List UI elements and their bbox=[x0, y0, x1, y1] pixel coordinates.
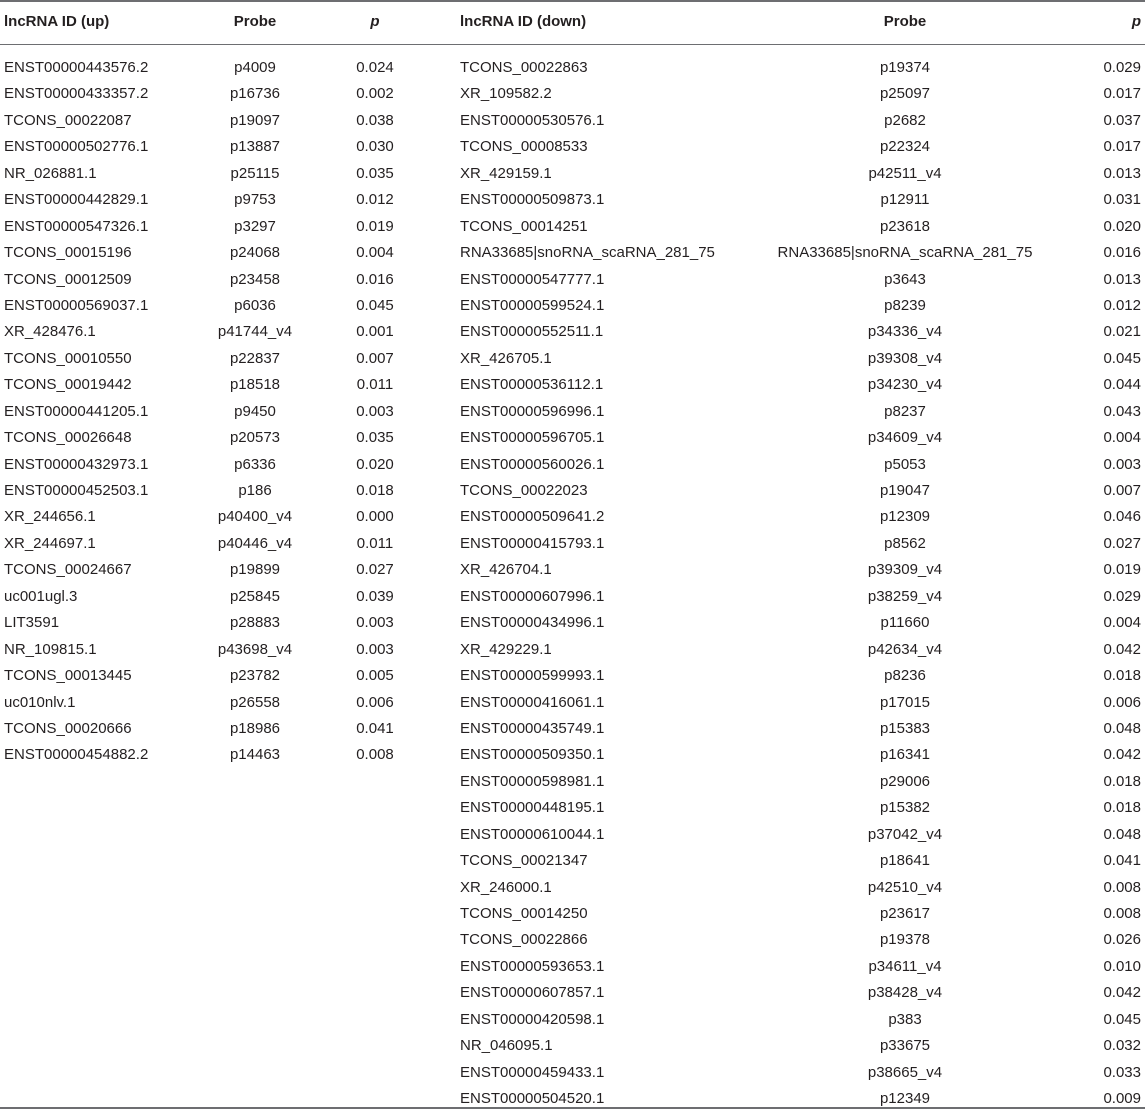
cell-probe-down: p23618 bbox=[879, 217, 931, 235]
cell-probe-up: p9753 bbox=[234, 191, 276, 209]
cell-lncrna-id-down: XR_426704.1 bbox=[460, 561, 552, 579]
cell-p-up: 0.003 bbox=[356, 614, 394, 632]
cell-p-down: 0.021 bbox=[1103, 323, 1141, 341]
cell-p-down: 0.029 bbox=[1103, 59, 1141, 76]
cell-probe-down: p37042_v4 bbox=[867, 825, 943, 843]
header-rule bbox=[0, 44, 1145, 45]
cell-lncrna-id-down: TCONS_00008533 bbox=[460, 138, 588, 156]
cell-p-down: 0.003 bbox=[1103, 455, 1141, 473]
cell-p-down: 0.008 bbox=[1103, 905, 1141, 922]
cell-p-down: 0.018 bbox=[1103, 772, 1141, 790]
cell-lncrna-id-down: TCONS_00014251 bbox=[460, 217, 588, 235]
header-p-down: p bbox=[1131, 13, 1141, 30]
cell-p-up: 0.011 bbox=[356, 534, 394, 552]
cell-probe-down: p39309_v4 bbox=[867, 561, 943, 579]
cell-probe-down: p29006 bbox=[879, 772, 931, 790]
cell-p-down: 0.046 bbox=[1103, 508, 1141, 526]
cell-p-down: 0.027 bbox=[1103, 534, 1141, 552]
cell-probe-up: p23458 bbox=[229, 270, 281, 288]
cell-probe-up: p28883 bbox=[229, 614, 281, 632]
cell-lncrna-id-down: ENST00000509873.1 bbox=[460, 191, 605, 209]
cell-lncrna-id-up: TCONS_00015196 bbox=[4, 244, 132, 262]
cell-probe-up: p16736 bbox=[229, 85, 281, 103]
cell-probe-up: p14463 bbox=[229, 746, 281, 764]
header-probe-up: Probe bbox=[233, 13, 277, 30]
cell-lncrna-id-up: TCONS_00026648 bbox=[4, 429, 132, 447]
cell-p-up: 0.020 bbox=[356, 455, 394, 473]
cell-lncrna-id-down: ENST00000593653.1 bbox=[460, 957, 605, 975]
cell-p-up: 0.035 bbox=[356, 429, 394, 447]
cell-probe-down: p12349 bbox=[879, 1090, 931, 1108]
cell-lncrna-id-down: ENST00000596996.1 bbox=[460, 402, 605, 420]
cell-lncrna-id-down: ENST00000504520.1 bbox=[460, 1090, 605, 1108]
cell-probe-down: p2682 bbox=[884, 111, 926, 129]
cell-p-up: 0.016 bbox=[356, 270, 394, 288]
cell-lncrna-id-up: ENST00000432973.1 bbox=[4, 455, 149, 473]
cell-probe-down: p12309 bbox=[879, 508, 931, 526]
cell-probe-down: p34336_v4 bbox=[867, 323, 943, 341]
cell-p-down: 0.041 bbox=[1103, 852, 1141, 870]
cell-lncrna-id-down: ENST00000509641.2 bbox=[460, 508, 605, 526]
cell-p-up: 0.018 bbox=[356, 482, 394, 499]
cell-p-up: 0.008 bbox=[356, 746, 394, 764]
cell-p-down: 0.007 bbox=[1103, 482, 1141, 499]
cell-probe-down: p8239 bbox=[884, 296, 926, 314]
cell-probe-up: p6036 bbox=[234, 296, 276, 314]
cell-p-down: 0.016 bbox=[1103, 244, 1141, 262]
cell-lncrna-id-up: NR_026881.1 bbox=[4, 164, 97, 182]
cell-probe-down: p8562 bbox=[884, 534, 926, 552]
header-lncrna-id-up: lncRNA ID (up) bbox=[4, 13, 110, 30]
cell-lncrna-id-up: NR_109815.1 bbox=[4, 640, 97, 658]
cell-lncrna-id-up: ENST00000454882.2 bbox=[4, 746, 149, 764]
cell-probe-up: p18986 bbox=[229, 719, 281, 737]
cell-lncrna-id-down: XR_426705.1 bbox=[460, 349, 552, 367]
cell-lncrna-id-down: ENST00000420598.1 bbox=[460, 1010, 605, 1028]
cell-p-up: 0.004 bbox=[356, 244, 394, 262]
cell-p-down: 0.017 bbox=[1103, 138, 1141, 156]
column-p-down bbox=[1045, 57, 1141, 1115]
cell-probe-down: p17015 bbox=[879, 693, 931, 711]
cell-lncrna-id-up: TCONS_00024667 bbox=[4, 561, 132, 579]
cell-probe-up: p41744_v4 bbox=[217, 323, 293, 341]
header-p-up: p bbox=[370, 13, 380, 30]
cell-probe-down: p3643 bbox=[884, 270, 926, 288]
cell-p-down: 0.037 bbox=[1103, 111, 1141, 129]
cell-probe-down: p38428_v4 bbox=[867, 984, 943, 1002]
cell-probe-down: p42634_v4 bbox=[867, 640, 943, 658]
cell-p-down: 0.004 bbox=[1103, 614, 1141, 632]
cell-probe-down: p34230_v4 bbox=[867, 376, 943, 394]
cell-lncrna-id-down: TCONS_00021347 bbox=[460, 852, 588, 870]
cell-lncrna-id-up: ENST00000442829.1 bbox=[4, 191, 149, 209]
cell-p-up: 0.019 bbox=[356, 217, 394, 235]
cell-probe-up: p25115 bbox=[230, 164, 280, 182]
cell-p-down: 0.004 bbox=[1103, 429, 1141, 447]
cell-p-down: 0.044 bbox=[1103, 376, 1141, 394]
cell-lncrna-id-down: ENST00000547777.1 bbox=[460, 270, 605, 288]
cell-lncrna-id-down: XR_429229.1 bbox=[460, 640, 552, 658]
cell-probe-down: p23617 bbox=[879, 905, 931, 922]
cell-probe-down: p12911 bbox=[880, 191, 930, 209]
cell-probe-down: p15383 bbox=[879, 719, 931, 737]
cell-p-up: 0.003 bbox=[356, 640, 394, 658]
cell-probe-down: p18641 bbox=[879, 852, 931, 870]
cell-probe-down: p22324 bbox=[879, 138, 931, 156]
cell-lncrna-id-down: ENST00000416061.1 bbox=[460, 693, 605, 711]
column-p-up bbox=[325, 57, 425, 771]
cell-lncrna-id-down: ENST00000435749.1 bbox=[460, 719, 605, 737]
cell-lncrna-id-down: ENST00000599524.1 bbox=[460, 296, 605, 314]
cell-p-up: 0.045 bbox=[356, 296, 394, 314]
cell-p-down: 0.009 bbox=[1103, 1090, 1141, 1108]
cell-probe-down: p16341 bbox=[879, 746, 931, 764]
cell-probe-up: p43698_v4 bbox=[217, 640, 293, 658]
cell-probe-up: p18518 bbox=[229, 376, 281, 394]
column-lncrna-id-down bbox=[460, 57, 750, 1115]
cell-lncrna-id-up: LIT3591 bbox=[4, 614, 60, 632]
cell-probe-down: p38665_v4 bbox=[867, 1063, 943, 1081]
cell-lncrna-id-up: ENST00000452503.1 bbox=[4, 482, 149, 499]
cell-p-up: 0.027 bbox=[356, 561, 394, 579]
cell-p-down: 0.045 bbox=[1103, 349, 1141, 367]
cell-probe-up: p26558 bbox=[229, 693, 281, 711]
cell-lncrna-id-down: TCONS_00022863 bbox=[460, 59, 588, 76]
cell-probe-up: p9450 bbox=[234, 402, 276, 420]
cell-probe-down: p15382 bbox=[879, 799, 931, 817]
cell-lncrna-id-down: TCONS_00014250 bbox=[460, 905, 588, 922]
cell-lncrna-id-up: uc001ugl.3 bbox=[4, 587, 78, 605]
cell-lncrna-id-up: XR_244697.1 bbox=[4, 534, 96, 552]
cell-p-down: 0.018 bbox=[1103, 799, 1141, 817]
cell-probe-up: p19097 bbox=[229, 111, 281, 129]
cell-lncrna-id-up: TCONS_00020666 bbox=[4, 719, 132, 737]
header-lncrna-id-down: lncRNA ID (down) bbox=[460, 13, 587, 30]
cell-lncrna-id-down: ENST00000599993.1 bbox=[460, 667, 605, 685]
cell-lncrna-id-up: TCONS_00013445 bbox=[4, 667, 132, 685]
cell-p-down: 0.045 bbox=[1103, 1010, 1141, 1028]
cell-lncrna-id-down: ENST00000434996.1 bbox=[460, 614, 605, 632]
cell-p-up: 0.035 bbox=[356, 164, 394, 182]
cell-p-down: 0.042 bbox=[1103, 984, 1141, 1002]
cell-lncrna-id-up: TCONS_00022087 bbox=[4, 111, 132, 129]
cell-lncrna-id-down: ENST00000560026.1 bbox=[460, 455, 605, 473]
cell-p-up: 0.000 bbox=[356, 508, 394, 526]
cell-probe-down: p42511_v4 bbox=[868, 164, 942, 182]
cell-probe-down: p34611_v4 bbox=[868, 957, 942, 975]
cell-lncrna-id-up: uc010nlv.1 bbox=[4, 693, 76, 711]
cell-p-up: 0.039 bbox=[356, 587, 394, 605]
cell-probe-up: p6336 bbox=[234, 455, 276, 473]
cell-probe-down: p19374 bbox=[879, 59, 931, 76]
cell-lncrna-id-up: ENST00000569037.1 bbox=[4, 296, 149, 314]
cell-probe-up: p20573 bbox=[229, 429, 281, 447]
cell-lncrna-id-down: ENST00000610044.1 bbox=[460, 825, 605, 843]
cell-lncrna-id-down: ENST00000459433.1 bbox=[460, 1063, 605, 1081]
cell-probe-down: p42510_v4 bbox=[867, 878, 943, 896]
cell-probe-up: p13887 bbox=[229, 138, 281, 156]
cell-p-up: 0.002 bbox=[356, 85, 394, 103]
cell-p-down: 0.020 bbox=[1103, 217, 1141, 235]
column-probe-up bbox=[195, 57, 315, 771]
cell-lncrna-id-up: ENST00000502776.1 bbox=[4, 138, 149, 156]
cell-probe-down: p33675 bbox=[879, 1037, 931, 1055]
cell-lncrna-id-down: ENST00000598981.1 bbox=[460, 772, 605, 790]
cell-lncrna-id-up: TCONS_00010550 bbox=[4, 349, 132, 367]
cell-p-up: 0.001 bbox=[356, 323, 394, 341]
cell-probe-down: p38259_v4 bbox=[867, 587, 943, 605]
cell-p-up: 0.007 bbox=[356, 349, 394, 367]
cell-lncrna-id-down: ENST00000596705.1 bbox=[460, 429, 605, 447]
cell-p-up: 0.038 bbox=[356, 111, 394, 129]
cell-lncrna-id-down: XR_429159.1 bbox=[460, 164, 552, 182]
cell-p-up: 0.024 bbox=[356, 59, 394, 76]
column-probe-down bbox=[750, 57, 1060, 1115]
cell-p-down: 0.042 bbox=[1103, 746, 1141, 764]
cell-p-down: 0.033 bbox=[1103, 1063, 1141, 1081]
cell-p-down: 0.008 bbox=[1103, 878, 1141, 896]
cell-probe-up: p40446_v4 bbox=[217, 534, 293, 552]
cell-lncrna-id-down: ENST00000607996.1 bbox=[460, 587, 605, 605]
cell-p-down: 0.031 bbox=[1103, 191, 1141, 209]
cell-p-down: 0.043 bbox=[1103, 402, 1141, 420]
cell-p-down: 0.018 bbox=[1103, 667, 1141, 685]
cell-lncrna-id-up: TCONS_00019442 bbox=[4, 376, 132, 394]
cell-lncrna-id-down: NR_046095.1 bbox=[460, 1037, 553, 1055]
cell-lncrna-id-up: XR_428476.1 bbox=[4, 323, 96, 341]
cell-probe-up: p22837 bbox=[229, 349, 281, 367]
cell-p-down: 0.010 bbox=[1103, 957, 1141, 975]
cell-p-down: 0.017 bbox=[1103, 85, 1141, 103]
cell-p-up: 0.030 bbox=[356, 138, 394, 156]
cell-p-up: 0.012 bbox=[356, 191, 394, 209]
cell-probe-down: p8236 bbox=[884, 667, 926, 685]
cell-lncrna-id-up: ENST00000441205.1 bbox=[4, 402, 149, 420]
cell-lncrna-id-down: TCONS_00022866 bbox=[460, 931, 588, 949]
cell-p-down: 0.013 bbox=[1103, 164, 1141, 182]
cell-lncrna-id-down: XR_109582.2 bbox=[460, 85, 552, 103]
cell-p-down: 0.042 bbox=[1103, 640, 1141, 658]
cell-probe-up: p25845 bbox=[229, 587, 281, 605]
cell-p-up: 0.005 bbox=[356, 667, 394, 685]
cell-lncrna-id-up: ENST00000433357.2 bbox=[4, 85, 149, 103]
cell-lncrna-id-down: RNA33685|snoRNA_scaRNA_281_75 bbox=[460, 244, 715, 262]
cell-p-down: 0.032 bbox=[1103, 1037, 1141, 1055]
cell-lncrna-id-down: ENST00000530576.1 bbox=[460, 111, 605, 129]
cell-probe-down: p11660 bbox=[880, 614, 930, 632]
cell-lncrna-id-down: ENST00000552511.1 bbox=[460, 323, 604, 341]
cell-p-down: 0.013 bbox=[1103, 270, 1141, 288]
cell-probe-down: p25097 bbox=[879, 85, 931, 103]
cell-lncrna-id-down: ENST00000415793.1 bbox=[460, 534, 605, 552]
cell-probe-down: RNA33685|snoRNA_scaRNA_281_75 bbox=[777, 244, 1033, 262]
cell-probe-up: p186 bbox=[238, 482, 272, 499]
cell-p-down: 0.029 bbox=[1103, 587, 1141, 605]
cell-lncrna-id-up: XR_244656.1 bbox=[4, 508, 96, 526]
cell-probe-up: p19899 bbox=[229, 561, 281, 579]
cell-probe-down: p34609_v4 bbox=[867, 429, 943, 447]
cell-probe-up: p4009 bbox=[234, 59, 276, 76]
cell-probe-up: p40400_v4 bbox=[217, 508, 293, 526]
cell-lncrna-id-down: TCONS_00022023 bbox=[460, 482, 588, 499]
cell-probe-down: p8237 bbox=[884, 402, 926, 420]
cell-p-down: 0.026 bbox=[1103, 931, 1141, 949]
cell-lncrna-id-up: TCONS_00012509 bbox=[4, 270, 132, 288]
cell-p-down: 0.006 bbox=[1103, 693, 1141, 711]
cell-probe-down: p19047 bbox=[879, 482, 931, 499]
table-top-rule bbox=[0, 0, 1145, 2]
cell-lncrna-id-down: ENST00000448195.1 bbox=[460, 799, 605, 817]
header-probe-down: Probe bbox=[883, 13, 927, 30]
cell-p-down: 0.048 bbox=[1103, 825, 1141, 843]
cell-probe-down: p19378 bbox=[879, 931, 931, 949]
cell-probe-down: p39308_v4 bbox=[867, 349, 943, 367]
cell-probe-up: p24068 bbox=[229, 244, 281, 262]
cell-p-up: 0.011 bbox=[356, 376, 394, 394]
cell-lncrna-id-down: ENST00000509350.1 bbox=[460, 746, 605, 764]
cell-p-down: 0.048 bbox=[1103, 719, 1141, 737]
cell-probe-up: p23782 bbox=[229, 667, 281, 685]
cell-lncrna-id-up: ENST00000443576.2 bbox=[4, 59, 149, 76]
cell-p-up: 0.003 bbox=[356, 402, 394, 420]
cell-lncrna-id-up: ENST00000547326.1 bbox=[4, 217, 149, 235]
cell-lncrna-id-down: XR_246000.1 bbox=[460, 878, 552, 896]
cell-p-down: 0.012 bbox=[1103, 296, 1141, 314]
cell-lncrna-id-down: ENST00000607857.1 bbox=[460, 984, 605, 1002]
cell-p-up: 0.041 bbox=[356, 719, 394, 737]
cell-lncrna-id-down: ENST00000536112.1 bbox=[460, 376, 604, 394]
cell-p-down: 0.019 bbox=[1103, 561, 1141, 579]
cell-p-up: 0.006 bbox=[356, 693, 394, 711]
cell-probe-down: p383 bbox=[888, 1010, 922, 1028]
cell-probe-down: p5053 bbox=[884, 455, 926, 473]
cell-probe-up: p3297 bbox=[234, 217, 276, 235]
column-lncrna-id-up bbox=[4, 57, 194, 771]
